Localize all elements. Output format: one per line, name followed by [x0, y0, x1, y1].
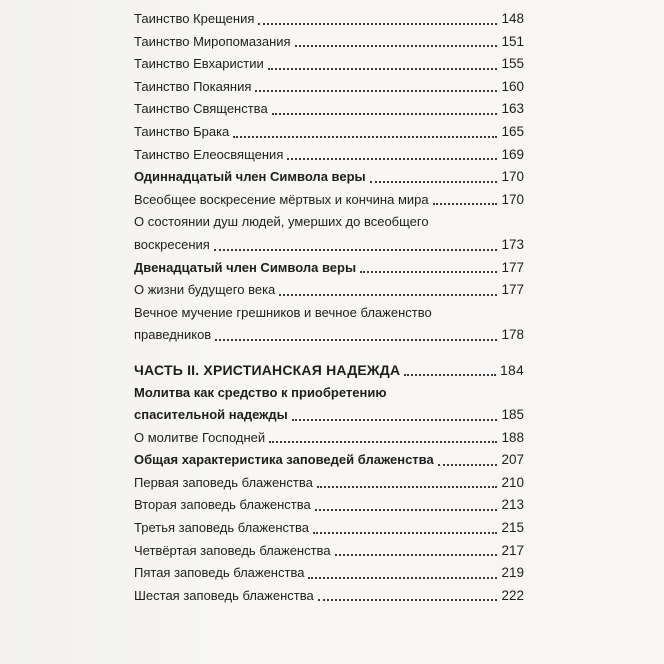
toc-entry-title: Таинство Евхаристии — [134, 56, 264, 72]
page-number: 219 — [501, 565, 524, 581]
toc-entry-title: Таинство Покаяния — [134, 78, 252, 94]
toc-entry-future-life — [134, 279, 524, 302]
page-number: 177 — [501, 282, 524, 298]
page-number: 215 — [501, 520, 524, 536]
dot-leader — [335, 554, 498, 556]
dot-leader — [255, 90, 497, 92]
page-number: 169 — [501, 146, 524, 162]
table-of-contents — [134, 8, 524, 607]
page-number: 177 — [501, 259, 524, 275]
toc-entry-title: Общая характеристика заповедей блаженства — [134, 452, 434, 468]
toc-entry-title: Первая заповедь блаженства — [134, 474, 313, 490]
toc-entry — [134, 494, 524, 517]
toc-list-top — [134, 8, 524, 211]
page-number: 213 — [501, 497, 524, 513]
page-number: 210 — [501, 474, 524, 490]
dot-leader — [433, 203, 498, 205]
dot-leader — [318, 599, 498, 601]
toc-entry-title: Таинство Крещения — [134, 11, 255, 26]
page-number: 188 — [501, 429, 524, 445]
toc-entry — [134, 517, 524, 540]
toc-list-bottom — [134, 427, 524, 608]
toc-entry-title: О жизни будущего века — [134, 282, 276, 298]
dot-leader — [269, 441, 497, 443]
dot-leader — [360, 271, 497, 273]
toc-entry — [134, 562, 524, 585]
dot-leader — [272, 113, 498, 115]
dot-leader — [292, 419, 498, 421]
toc-entry-line: спасительной надежды — [134, 407, 288, 423]
dot-leader — [295, 45, 498, 47]
page-number: 184 — [500, 361, 524, 378]
page-number: 185 — [501, 407, 524, 423]
dot-leader — [404, 374, 496, 376]
page-number: 207 — [501, 452, 524, 468]
page-number: 160 — [501, 78, 524, 94]
toc-part-heading — [134, 359, 524, 382]
toc-entry-title: Всеобщее воскресение мёртвых и кончина мира — [134, 191, 429, 207]
dot-leader — [308, 577, 497, 579]
toc-entry — [134, 427, 524, 450]
dot-leader — [258, 23, 497, 25]
toc-entry-title: Двенадцатый член Символа веры — [134, 259, 357, 275]
page-number: 222 — [501, 587, 524, 603]
toc-entry-title: Четвёртая заповедь блаженства — [134, 542, 331, 558]
page-number: 170 — [501, 169, 524, 185]
page-number: 148 — [501, 11, 524, 26]
toc-entry-title: Шестая заповедь блаженства — [134, 587, 314, 603]
toc-entry — [134, 76, 524, 99]
toc-entry — [134, 166, 524, 189]
toc-entry-title: Таинство Елеосвящения — [134, 146, 284, 162]
toc-entry — [134, 189, 524, 212]
toc-entry — [134, 121, 524, 144]
toc-entry-title: Третья заповедь блаженства — [134, 520, 309, 536]
dot-leader — [313, 532, 497, 534]
page-number: 170 — [501, 191, 524, 207]
page-number: 178 — [501, 327, 524, 343]
toc-entry-line: воскресения — [134, 236, 210, 252]
toc-entry-title: О молитве Господней — [134, 429, 266, 445]
page-number: 155 — [501, 56, 524, 72]
toc-entry — [134, 53, 524, 76]
dot-leader — [268, 68, 498, 70]
part-title: ЧАСТЬ II. ХРИСТИАНСКАЯ НАДЕЖДА — [134, 361, 401, 378]
toc-entry — [134, 31, 524, 54]
toc-entry-prayer — [134, 382, 524, 427]
toc-entry-torment — [134, 302, 524, 347]
toc-entry-twelfth — [134, 257, 524, 280]
page-number: 173 — [501, 236, 524, 252]
toc-entry — [134, 449, 524, 472]
toc-entry-souls — [134, 211, 524, 256]
dot-leader — [279, 294, 497, 296]
dot-leader — [317, 486, 498, 488]
dot-leader — [287, 158, 497, 160]
dot-leader — [215, 339, 497, 341]
toc-entry — [134, 8, 524, 31]
dot-leader — [214, 249, 498, 251]
toc-entry-title: Одиннадцатый член Символа веры — [134, 169, 366, 185]
toc-entry-title: Таинство Брака — [134, 123, 230, 139]
dot-leader — [315, 509, 498, 511]
dot-leader — [233, 136, 497, 138]
toc-entry-title: Таинство Священства — [134, 101, 268, 117]
page-number: 217 — [501, 542, 524, 558]
toc-entry — [134, 540, 524, 563]
toc-entry-line: Вечное мучение грешников и вечное блаженство — [134, 304, 432, 320]
dot-leader — [370, 181, 498, 183]
toc-entry-line: О состоянии душ людей, умерших до всеобщего — [134, 214, 429, 230]
toc-entry — [134, 585, 524, 608]
page-number: 151 — [501, 33, 524, 49]
toc-entry-title: Пятая заповедь блаженства — [134, 565, 305, 581]
toc-entry — [134, 472, 524, 495]
toc-entry-title: Вторая заповедь блаженства — [134, 497, 311, 513]
page-number: 163 — [501, 101, 524, 117]
toc-entry-line: Молитва как средство к приобретению — [134, 384, 387, 400]
toc-entry — [134, 144, 524, 167]
toc-entry — [134, 98, 524, 121]
toc-entry-line: праведников — [134, 327, 212, 343]
page-number: 165 — [501, 123, 524, 139]
toc-entry-title: Таинство Миропомазания — [134, 33, 291, 49]
dot-leader — [438, 464, 498, 466]
